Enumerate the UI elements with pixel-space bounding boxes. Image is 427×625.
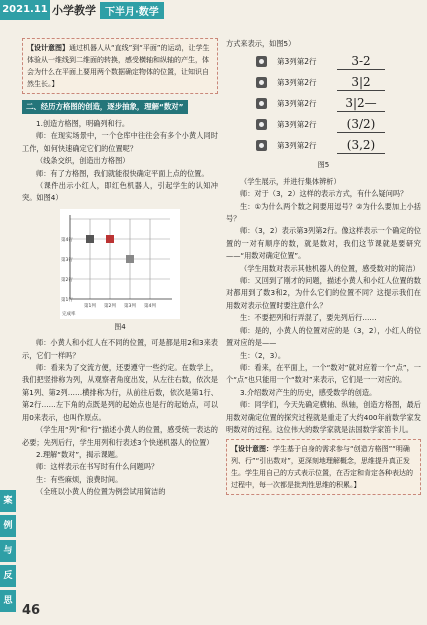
- side-tab: 与: [0, 540, 16, 562]
- paragraph: 师：又回到了刚才的问题，描述小黄人和小红人位置的数对都用到了数3和2，为什么它们的位置不同？这提示我们在用数对表示位置时要注意什么？: [226, 276, 421, 310]
- section-heading: 二、经历方格图的创造，逐步抽象，理解“数对”: [22, 100, 188, 114]
- paragraph: （线条交织，创造出方格图）: [36, 156, 130, 166]
- design-intent-label: 【设计意图：: [231, 445, 273, 454]
- paragraph: 师：小黄人和小红人在不同的位置，可是都是用2和3来表示，它们一样吗？: [22, 338, 218, 360]
- paragraph: （学生用“列”和“行”描述小黄人的位置，感受统一表达的必要；先列后行，学生用列和行表述3个快递机器人的位置）: [22, 425, 218, 447]
- row-label: 第4行: [61, 237, 73, 243]
- paragraph: 师：有了方格图，我们就能很快确定平面上点的位置。: [36, 168, 209, 178]
- robot-marker: [126, 255, 134, 263]
- paragraph: 师：同学们，今天先确定横轴、纵轴，创造方格图，最后用数对确定位置的探究过程就是重走了大约400年前数学家发明数对的过程。这位伟大的数学家就是法国数学家笛卡儿。: [226, 400, 421, 434]
- paragraph: 师：对于（3，2）这样的表示方式，有什么疑问吗？: [240, 189, 408, 199]
- side-tab: 反: [0, 565, 16, 587]
- design-intent-box: [22, 38, 218, 94]
- section-label: 下半月·数学: [100, 2, 164, 19]
- bullet-icon: [256, 77, 267, 88]
- bullet-icon: [256, 98, 267, 109]
- origin-label: 完成率: [62, 311, 76, 317]
- bullet-icon: [256, 119, 267, 130]
- paragraph: 师：看来为了交流方便，还要遵守一些约定。在数学上，我们把竖排称为列，从观察者角度出发，从左往右数，依次是第1列、第2列……横排称为行，从前往后数，依次是第1行、第2行……左下角的点既是列的起始点也是行的起始点，可以用0来表示，也叫作原点。: [22, 363, 218, 422]
- figure-caption: 图4: [114, 322, 126, 331]
- design-intent-text: 通过机器人从“直线”到“平面”的运动，让学生体验从一维线到二维面的转换，感受横轴和纵轴的产生，体会为什么在平面上要用两个数据确定物体的位置，让知识自然生长。】: [27, 44, 210, 88]
- row-label: 第1行: [61, 297, 73, 303]
- robot-marker: [86, 235, 94, 243]
- design-intent-text: 学生基于自身的需求参与“创造方格图”“明确列、行”“引出数对”，更深刻地理解概念，思维提升真正发生。学生用自己的方式表示位置，在否定和肯定各种表达的过程中，每一次都是批判性思维的积累。】: [231, 445, 413, 490]
- paragraph: 生：不要把列和行弄混了，要先列后行……: [240, 313, 377, 323]
- right-column: [226, 38, 421, 499]
- issue-date: 2021.11: [0, 0, 50, 20]
- paragraph: 生：①为什么两个数之间要用逗号？②为什么要加上小括号？: [226, 201, 421, 224]
- handwritten-answer: (3,2): [337, 138, 385, 154]
- answer-row: [226, 136, 421, 155]
- design-intent-label: 【设计意图】: [27, 44, 69, 52]
- paragraph: 生：有些麻烦，浪费时间。: [36, 474, 123, 484]
- bullet-icon: [256, 56, 267, 67]
- page-header: [0, 0, 427, 22]
- col-label: 第1列: [84, 303, 96, 309]
- paragraph: 师：是的，小黄人的位置对应的是（3，2），小红人的位置对应的是——: [226, 325, 421, 348]
- handwritten-answer: (3/2): [337, 117, 385, 133]
- paragraph: （学生展示，并进行集体辨析）: [240, 176, 341, 186]
- paragraph: 师：看来，在平面上，一个“数对”就对应着一个“点”，一个“点”也只能用一个“数对”来表示，它们是一一对应的。: [226, 362, 421, 385]
- figure-caption: 图5: [317, 161, 330, 170]
- grid-diagram: [60, 209, 180, 319]
- paragraph: （全班以小黄人的位置为例尝试用简洁的: [36, 487, 166, 497]
- paragraph: 1.创造方格图，明确列和行。: [36, 119, 130, 128]
- paragraph: （课件出示小红人，即红色机器人，引起学生的认知冲突。如图4）: [22, 181, 218, 203]
- answer-label: 第3列第2行: [277, 56, 317, 66]
- page-number: 46: [22, 603, 41, 618]
- magazine-title: 小学教学: [52, 4, 96, 17]
- paragraph: 2.理解“数对”，揭示课题。: [36, 449, 123, 459]
- col-label: 第3列: [124, 303, 136, 309]
- paragraph: 生：（2，3）。: [240, 350, 286, 360]
- paragraph: 3.介绍数对产生的历史，感受数学的创造。: [240, 387, 377, 397]
- row-label: 第3行: [61, 257, 73, 263]
- figure-4-grid: [60, 209, 180, 319]
- answer-row: [226, 115, 421, 134]
- side-tab: 案: [0, 490, 16, 512]
- answer-row: [226, 94, 421, 113]
- paragraph: 方式来表示，如图5）: [226, 39, 296, 48]
- col-label: 第2列: [104, 303, 116, 309]
- left-column: [22, 38, 218, 499]
- figure-5-answers: [226, 52, 421, 155]
- answer-label: 第3列第2行: [277, 140, 317, 150]
- grid-background: [60, 209, 180, 319]
- handwritten-answer: 3|2—: [337, 96, 385, 112]
- side-tabs: [0, 490, 16, 615]
- answer-row: [226, 52, 421, 71]
- col-label: 第4列: [144, 303, 156, 309]
- paragraph: （学生用数对表示其他机器人的位置，感受数对的简洁）: [240, 263, 420, 273]
- handwritten-answer: 3-2: [337, 54, 385, 70]
- side-tab: 思: [0, 590, 16, 612]
- answer-label: 第3列第2行: [277, 119, 317, 129]
- paragraph: 师：（3，2）表示第3列第2行。像这样表示一个确定的位置的一对有顺序的数，就是数对，我们这节课就是要研究——“用数对确定位置”。: [226, 226, 421, 261]
- answer-label: 第3列第2行: [277, 77, 317, 87]
- handwritten-answer: 3|2: [337, 75, 385, 91]
- red-robot-marker: [106, 235, 114, 243]
- paragraph: 师：这样表示在书写时有什么问题吗？: [36, 462, 159, 472]
- side-tab: 例: [0, 515, 16, 537]
- answer-row: [226, 73, 421, 92]
- answer-label: 第3列第2行: [277, 98, 317, 108]
- paragraph: 师：在现实场景中，一个仓库中往往会有多个小黄人同时工作，如何快速确定它们的位置呢？: [22, 131, 218, 153]
- bullet-icon: [256, 140, 267, 151]
- row-label: 第2行: [61, 277, 73, 283]
- design-intent-box: [226, 439, 421, 495]
